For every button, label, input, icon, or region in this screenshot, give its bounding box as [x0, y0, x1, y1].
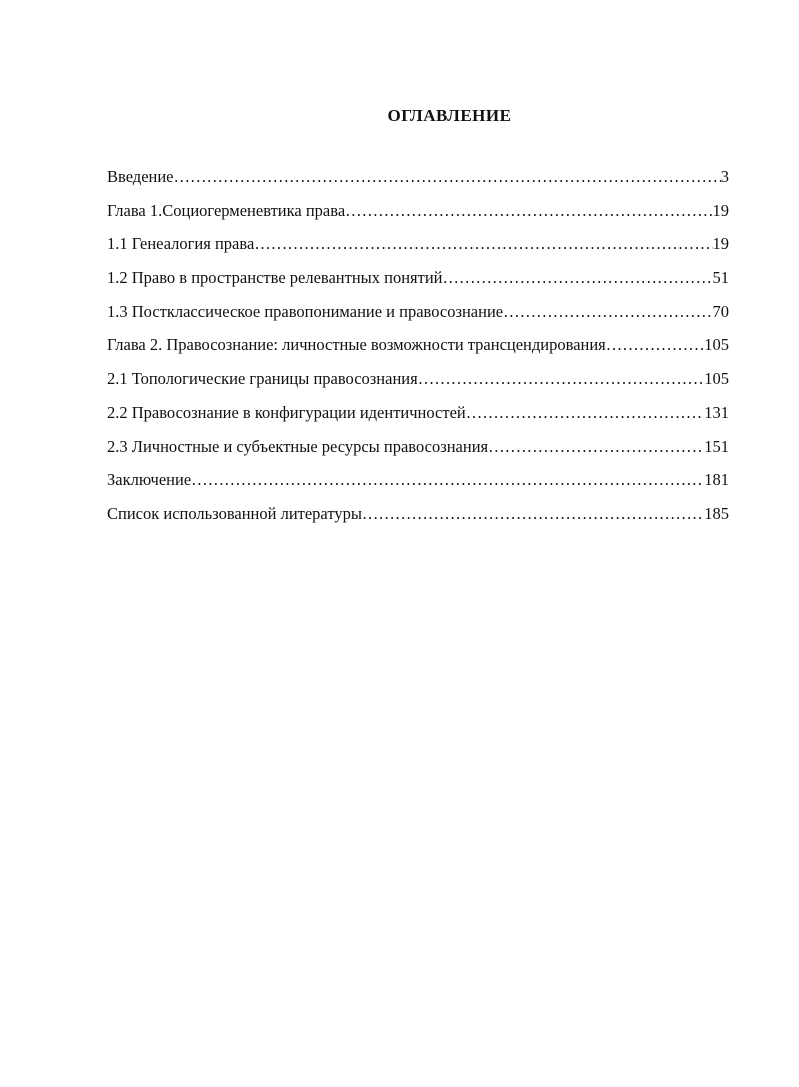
toc-entry-page: 105: [704, 335, 729, 355]
toc-entry-label: Список использованной литературы: [107, 503, 362, 523]
toc-entry-label: 1.1 Генеалогия права: [107, 234, 255, 254]
toc-entry: [107, 403, 729, 437]
toc-leader-dots: [443, 268, 713, 288]
toc-entry-page: 105: [704, 369, 729, 389]
toc-entry-page: 51: [712, 268, 729, 288]
toc-leader-dots: [503, 302, 712, 322]
toc-entry-label: Введение: [107, 167, 174, 186]
toc-entry-label: 2.1 Топологические границы правосознания: [107, 369, 418, 389]
table-of-contents: [107, 167, 729, 538]
toc-leader-dots: [254, 234, 712, 254]
toc-entry: [107, 268, 729, 302]
page-title: ОГЛАВЛЕНИЕ: [387, 106, 512, 125]
toc-entry-label: 2.2 Правосознание в конфигурации идентичностей: [107, 402, 466, 422]
toc-entry: [107, 201, 729, 235]
toc-entry-page: 70: [712, 301, 729, 321]
toc-entry-label: 1.2 Право в пространстве релевантных понятий: [107, 268, 443, 288]
toc-entry: [107, 470, 729, 504]
toc-entry-page: 181: [704, 470, 729, 490]
toc-entry-label: 2.3 Личностные и субъектные ресурсы правосознания: [107, 436, 489, 456]
toc-entry: [107, 234, 729, 268]
toc-entry-page: 185: [704, 503, 729, 523]
toc-entry: [107, 335, 729, 369]
toc-entry-page: 19: [712, 200, 729, 220]
toc-leader-dots: [418, 369, 705, 389]
toc-entry-label: Глава 1.Социогерменевтика права: [107, 200, 346, 220]
toc-entry-page: 19: [712, 234, 729, 254]
toc-leader-dots: [362, 504, 704, 524]
toc-entry-page: 3: [720, 167, 729, 186]
toc-leader-dots: [191, 470, 704, 490]
toc-entry: [107, 302, 729, 336]
toc-entry: [107, 369, 729, 403]
toc-entry: [107, 167, 729, 201]
toc-leader-dots: [174, 167, 721, 187]
toc-leader-dots: [466, 403, 705, 423]
toc-entry-page: 131: [704, 402, 729, 422]
toc-entry: [107, 437, 729, 471]
toc-entry-page: 151: [704, 436, 729, 456]
toc-entry: [107, 504, 729, 538]
toc-leader-dots: [488, 437, 704, 457]
toc-entry-label: 1.3 Постклассическое правопонимание и правосознание: [107, 301, 504, 321]
toc-entry-label: Глава 2. Правосознание: личностные возможности трансцендирования: [107, 335, 606, 355]
toc-leader-dots: [606, 335, 704, 355]
toc-entry-label: Заключение: [107, 470, 192, 490]
toc-leader-dots: [345, 201, 712, 221]
